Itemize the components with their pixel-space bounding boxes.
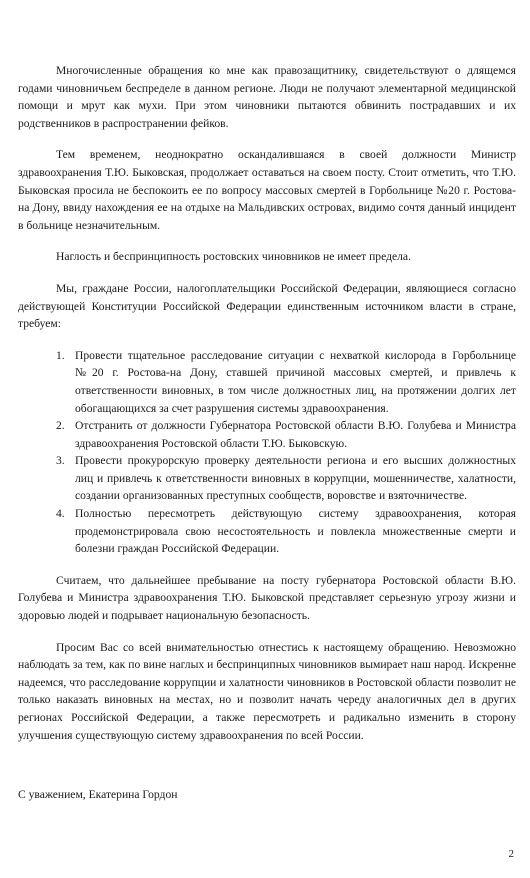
demand-number: 1. <box>56 348 65 362</box>
paragraph-complaints: Многочисленные обращения ко мне как правозащитнику, свидетельствуют о длящемся годами чиновничьем беспределе в данном регионе. Люди не получают элементарной медицинской помощи и мрут как мухи. При этом чиновники пытаются обвинить пострадавших и их родственников в распространении фейков. <box>18 64 516 130</box>
demand-number: 2. <box>56 419 65 433</box>
demand-item <box>18 417 516 452</box>
signature: С уважением, Екатерина Гордон <box>18 788 178 802</box>
page-number: 2 <box>508 848 514 860</box>
paragraph-threat: Считаем, что дальнейшее пребывание на посту губернатора Ростовской области В.Ю. Голубева и Министра здравоохранения Т.Ю. Быковской представляет серьезную угрозу жизни и здоровью людей и подрывает национальную безопасность. <box>18 573 516 623</box>
paragraph-impudence: Наглость и беспринципность ростовских чиновников не имеет предела. <box>56 250 411 264</box>
document-page <box>18 62 516 804</box>
demand-number: 4. <box>56 507 65 521</box>
paragraph-minister: Тем временем, неоднократно оскандалившаяся в своей должности Министр здравоохранения Т.Ю. Быковская, продолжает оставаться на своем посту. Стоит отметить, что Т.Ю. Быковская просила не беспокоить ее по вопросу массовых смертей в Горбольнице №20 г. Ростова-на Дону, ввиду нахождения ее на отдыхе на Мальдивских островах, видимо сочтя данный инцидент в больнице незначительным. <box>18 148 516 232</box>
paragraph-demands-intro: Мы, граждане России, налогоплательщики Российской Федерации, являющиеся согласно действующей Конституции Российской Федерации единственным источником власти в стране, требуем: <box>18 281 516 331</box>
demand-text: Полностью пересмотреть действующую систему здравоохранения, которая продемонстрировала свою несостоятельность и повлекла множественные смерти и болезни граждан Российской Федерации. <box>75 507 516 556</box>
demand-text: Провести прокурорскую проверку деятельности региона и его высших должностных лиц и привлечь к ответственности виновных в коррупции, мошенничестве, халатности, создании организованных преступных сообществ, воровстве и взяточничестве. <box>75 454 516 503</box>
demand-item <box>18 452 516 505</box>
demand-item <box>18 505 516 558</box>
demand-text: Отстранить от должности Губернатора Ростовской области В.Ю. Голубева и Министра здравоохранения Ростовской области Т.Ю. Быковскую. <box>75 419 516 450</box>
demand-text: Провести тщательное расследование ситуации с нехваткой кислорода в Горбольнице №20 г. Ростова-на Дону, ставшей причиной массовых смертей, и привлечь к ответственности виновных, в том числе должностных лиц, на протяжении долгих лет обогащающихся за счет разрушения системы здравоохранения. <box>75 348 516 415</box>
demands-list <box>18 347 516 558</box>
demand-number: 3. <box>56 454 65 468</box>
demand-item <box>18 347 516 417</box>
paragraph-request: Просим Вас со всей внимательностью отнестись к настоящему обращению. Невозможно наблюдать за тем, как по вине наглых и беспринципных чиновников вымирает наш народ. Искренне надеемся, что расследование коррупции и халатности чиновников в Ростовской области позволит не только наказать виновных на местах, но и позволит начать череду аналогичных дел в других регионах Российской Федерации, а также пересмотреть и радикально изменить в сторону улучшения существующую систему здравоохранения по всей России. <box>18 640 516 742</box>
